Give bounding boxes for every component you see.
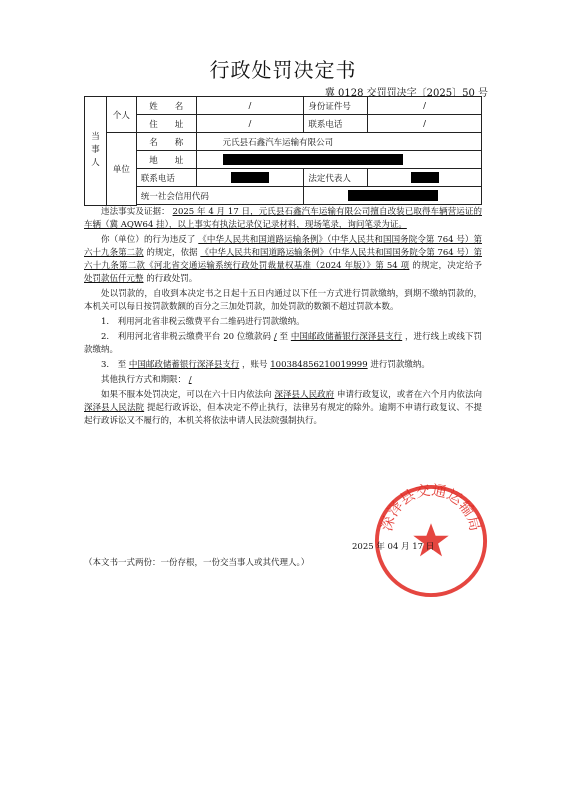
name-value: / bbox=[196, 97, 304, 115]
method-text: 3. 至 bbox=[101, 360, 127, 370]
payment-method-2 bbox=[84, 331, 482, 357]
party-info-table bbox=[84, 96, 482, 206]
method-text: 至 bbox=[279, 332, 289, 342]
credit-code-label: 统一社会信用代码 bbox=[136, 187, 304, 205]
payment-paragraph: 处以罚款的，自收到本决定书之日起十五日内通过以下任一方式进行罚款缴纳，到期不缴纳罚款的，本机关可以每日按罚款数额的百分之三加处罚款，加处罚款的数额不超过罚款本数。 bbox=[84, 289, 482, 312]
other-value: / bbox=[188, 375, 192, 385]
violation-text: 你（单位）的行为违反了 bbox=[101, 235, 196, 245]
legal-rep-label: 法定代表人 bbox=[304, 169, 368, 187]
document-body bbox=[84, 206, 482, 430]
violation-paragraph bbox=[84, 234, 482, 286]
court-name: 深泽县人民法院 bbox=[84, 403, 145, 413]
seal-text: 深泽县交通运输局 bbox=[378, 482, 484, 533]
facts-paragraph bbox=[84, 206, 482, 232]
id-value: / bbox=[368, 97, 482, 115]
method-text: ，进行线上或线下罚款缴纳。 bbox=[84, 332, 482, 355]
penalty: 处罚款伍仟元整 bbox=[84, 274, 144, 284]
redaction-block bbox=[411, 172, 439, 183]
document-number: 冀 0128 交罚罚决字〔2025〕50 号 bbox=[324, 88, 488, 99]
violation-text: 的规定，依据 bbox=[146, 248, 198, 258]
legal-rep-value bbox=[368, 169, 482, 187]
violated-law: 《中华人民共和国道路运输条例》（中华人民共和国国务院令第 764 号）第六十九条第二款 bbox=[84, 235, 482, 258]
unit-address-label: 地 址 bbox=[136, 151, 196, 169]
facts-label: 违法事实及证据： bbox=[101, 207, 170, 217]
redaction-block bbox=[231, 172, 269, 183]
document-title: 行政处罚决定书 bbox=[209, 58, 357, 82]
bank-name: 中国邮政储蓄银行深泽县支行 bbox=[128, 360, 240, 370]
name-label: 姓 名 bbox=[136, 97, 196, 115]
method-text: 2. 利用河北省非税云缴费平台 20 位缴款码 bbox=[101, 332, 272, 342]
payment-method-3 bbox=[84, 359, 482, 372]
appeal-text: 提起行政诉讼，但本决定不停止执行，法律另有规定的除外。逾期不申请行政复议、不提起行政诉讼又不履行的，本机关将依法申请人民法院强制执行。 bbox=[84, 403, 482, 426]
credit-code-value bbox=[304, 187, 482, 205]
unit-name-label: 名 称 bbox=[136, 133, 196, 151]
id-label: 身份证件号 bbox=[304, 97, 368, 115]
redaction-block bbox=[223, 154, 403, 165]
appeal-text: 申请行政复议，或者在六个月内依法向 bbox=[336, 390, 483, 400]
account-number: 100384856210019999 bbox=[270, 360, 368, 370]
facts-text: 2025 年 4 月 17 日，元氏县石鑫汽车运输有限公司擅自改装已取得车辆营运证的车辆（冀 AQW64 挂），以上事实有执法记录仪记录材料，现场笔录，询问笔录为证。 bbox=[84, 207, 482, 230]
redaction-block bbox=[348, 190, 438, 201]
unit-phone-value bbox=[196, 169, 304, 187]
unit-address-value bbox=[196, 151, 481, 169]
party-label: 当事人 bbox=[85, 97, 107, 206]
phone-value: / bbox=[368, 115, 482, 133]
address-value: / bbox=[196, 115, 304, 133]
appeal-text: 如果不服本处罚决定，可以在六十日内依法向 bbox=[101, 390, 272, 400]
method-text: ，账号 bbox=[242, 360, 268, 370]
individual-label: 个人 bbox=[106, 97, 136, 133]
address-label: 住 址 bbox=[136, 115, 196, 133]
footer-note: （本文书一式两份：一份存根，一份交当事人或其代理人。） bbox=[84, 558, 310, 568]
payment-code: / bbox=[273, 332, 277, 342]
appeal-paragraph bbox=[84, 389, 482, 428]
issue-date: 2025 年 04 月 17 日 bbox=[352, 542, 435, 552]
unit-name-value: 元氏县石鑫汽车运输有限公司 bbox=[196, 133, 481, 151]
unit-phone-label: 联系电话 bbox=[136, 169, 196, 187]
basis-law: 《中华人民共和国道路运输条例》（中华人民共和国国务院令第 764 号）第六十九条第二款《河北省交通运输系统行政处罚裁量权基准（2024 年版）》第 54 项 bbox=[84, 248, 482, 271]
bank-name: 中国邮政储蓄银行深泽县支行 bbox=[290, 332, 403, 342]
unit-label: 单位 bbox=[106, 133, 136, 206]
violation-text: 的行政处罚。 bbox=[146, 274, 198, 284]
payment-method-1: 1. 利用河北省非税云缴费平台二维码进行罚款缴纳。 bbox=[101, 317, 305, 327]
review-authority: 深泽县人民政府 bbox=[274, 390, 335, 400]
method-text: 进行罚款缴纳。 bbox=[370, 360, 430, 370]
violation-text: 的规定，决定给予 bbox=[412, 261, 482, 271]
other-methods bbox=[84, 374, 482, 387]
phone-label: 联系电话 bbox=[304, 115, 368, 133]
other-label: 其他执行方式和期限： bbox=[101, 375, 187, 385]
